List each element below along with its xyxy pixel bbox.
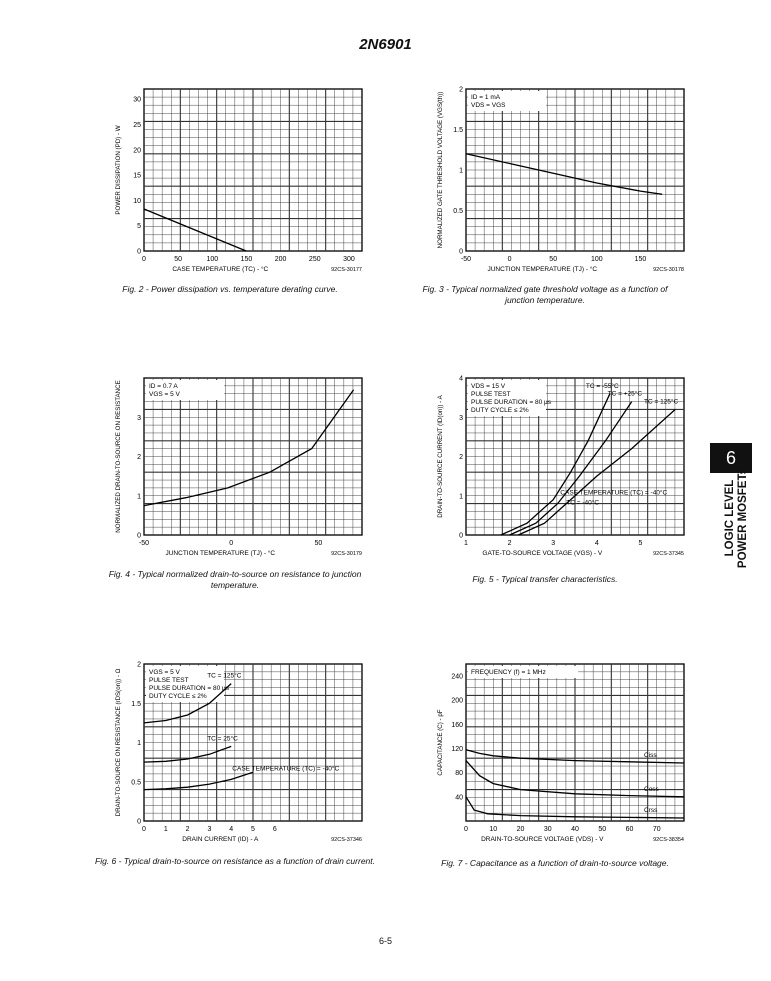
y-tick-label: 2 (459, 454, 463, 461)
annotation-text: PULSE DURATION = 80 μs (471, 399, 552, 406)
y-tick-label: 15 (133, 172, 141, 180)
x-tick-label: 50 (549, 256, 558, 263)
section-number: 6 (710, 443, 752, 473)
y-axis-label: POWER DISSIPATION (PD) - W (115, 125, 122, 215)
fig4-caption: Fig. 4 - Typical normalized drain-to-source on resistance to junction temperature. (108, 569, 362, 590)
x-tick-label: 10 (489, 826, 498, 833)
fig2-chart (100, 83, 370, 283)
y-tick-label: 5 (137, 223, 141, 231)
figure-code: 92CS-38354 (653, 837, 684, 843)
y-tick-label: 3 (137, 414, 141, 422)
x-tick-label: 6 (272, 826, 277, 833)
data-series-line (466, 154, 662, 195)
y-tick-label: 0 (459, 532, 463, 540)
x-tick-label: -50 (460, 256, 472, 263)
data-series-line (510, 402, 632, 535)
annotation-text: VGS = 5 V (149, 669, 180, 676)
y-tick-label: 2 (137, 454, 141, 461)
section-label-line2: POWER MOSFETs (737, 467, 749, 569)
x-tick-label: 20 (516, 826, 525, 833)
annotation-text: PULSE DURATION = 80 μs (149, 685, 230, 692)
y-tick-label: 0 (459, 248, 463, 256)
fig3-chart (422, 83, 692, 283)
page-number: 6-5 (378, 936, 392, 946)
data-series-line (144, 390, 354, 506)
x-tick-label: 300 (343, 256, 355, 263)
x-axis-label: JUNCTION TEMPERATURE (TJ) - °C (165, 550, 276, 557)
curve-label: TC = +25°C (607, 390, 643, 398)
annotation-text: PULSE TEST (471, 391, 511, 398)
x-tick-label: 2 (507, 540, 512, 547)
x-tick-label: 5 (638, 540, 643, 547)
y-tick-label: 40 (455, 794, 463, 802)
x-tick-label: 3 (207, 826, 212, 833)
data-series-line (144, 209, 246, 251)
y-axis-label: DRAIN-TO-SOURCE ON RESISTANCE (rDS(on)) - Ω (115, 668, 122, 817)
annotation-text: ID = 1 mA (471, 94, 501, 101)
y-tick-label: 0 (137, 532, 141, 540)
fig3-caption: Fig. 3 - Typical normalized gate threshold voltage as a function of junction temperature. (422, 284, 668, 305)
x-tick-label: 0 (142, 256, 146, 263)
x-tick-label: 0 (142, 826, 146, 833)
y-tick-label: 1.5 (453, 127, 463, 134)
curve-label: TC = -40°C (566, 499, 600, 507)
section-label-line1: LOGIC LEVEL (724, 479, 736, 557)
curve-label: Crss (644, 806, 658, 814)
y-tick-label: 1 (137, 740, 141, 747)
fig6-chart (100, 658, 370, 853)
fig6-caption: Fig. 6 - Typical drain-to-source on resistance as a function of drain current. (95, 856, 375, 866)
fig5-chart (422, 372, 692, 567)
data-series-line (144, 746, 231, 762)
x-tick-label: 100 (590, 256, 603, 263)
x-tick-label: 4 (594, 540, 599, 547)
curve-label: TC = 125°C (207, 672, 242, 680)
y-tick-label: 160 (451, 721, 463, 729)
annotation-text: DUTY CYCLE ≤ 2% (471, 407, 529, 414)
y-tick-label: 0 (137, 248, 141, 256)
x-tick-label: 30 (543, 826, 552, 833)
annotation-text: PULSE TEST (149, 677, 189, 684)
y-tick-label: 80 (455, 770, 463, 778)
x-tick-label: 250 (308, 256, 321, 263)
y-tick-label: 2 (459, 86, 463, 94)
x-tick-label: 100 (206, 256, 219, 263)
fig7-chart (422, 658, 692, 853)
section-label (724, 443, 764, 593)
curve-label: TC = 125°C (644, 398, 679, 406)
annotation-text: VDS = VGS (471, 102, 506, 109)
y-tick-label: 10 (133, 197, 141, 205)
x-tick-label: 0 (464, 826, 468, 833)
y-tick-label: 20 (133, 147, 141, 155)
y-tick-label: 0 (137, 818, 141, 826)
y-axis-label: NORMALIZED DRAIN-TO-SOURCE ON RESISTANCE (115, 380, 122, 533)
x-tick-label: 150 (240, 256, 253, 263)
x-tick-label: 50 (174, 256, 183, 263)
y-tick-label: 0.5 (131, 779, 141, 787)
x-tick-label: 0 (229, 540, 234, 547)
x-tick-label: 1 (464, 540, 468, 547)
y-tick-label: 1 (459, 493, 463, 501)
x-tick-label: 200 (274, 256, 287, 263)
figure-code: 92CS-30177 (331, 267, 362, 273)
annotation-text: FREQUENCY (f) = 1 MHz (471, 669, 546, 676)
fig4-chart (100, 372, 370, 567)
curve-label: Coss (644, 785, 659, 793)
x-axis-label: DRAIN CURRENT (ID) - A (182, 836, 259, 843)
annotation-text: VDS = 15 V (471, 383, 506, 390)
curve-label: CASE TEMPERATURE (TC) = -40°C (560, 489, 668, 497)
fig2-caption: Fig. 2 - Power dissipation vs. temperature derating curve. (122, 284, 338, 294)
y-tick-label: 30 (133, 96, 141, 104)
annotation-text: VGS = 5 V (149, 391, 180, 398)
fig7-caption: Fig. 7 - Capacitance as a function of drain-to-source voltage. (441, 858, 669, 868)
curve-label: TC = -55°C (585, 383, 619, 390)
y-tick-label: 1.5 (131, 700, 141, 708)
figure-code: 92CS-37345 (653, 551, 684, 557)
y-tick-label: 1 (459, 167, 463, 175)
annotation-text: DUTY CYCLE ≤ 2% (149, 693, 207, 700)
curve-label: CASE TEMPERATURE (TC) = -40°C (232, 765, 340, 773)
x-tick-label: 150 (634, 256, 647, 263)
y-tick-label: 3 (459, 414, 463, 422)
x-tick-label: 5 (251, 826, 255, 833)
figure-code: 92CS-30178 (653, 267, 684, 273)
x-tick-label: 3 (551, 540, 556, 547)
x-tick-label: 0 (507, 256, 512, 263)
y-tick-label: 200 (451, 697, 463, 705)
y-tick-label: 1 (137, 493, 141, 501)
x-tick-label: 50 (314, 540, 323, 547)
x-tick-label: 4 (229, 826, 234, 833)
curve-label: Ciss (644, 752, 657, 760)
curve-label: TC = 25°C (207, 735, 238, 743)
y-axis-label: NORMALIZED GATE THRESHOLD VOLTAGE (VGS(th)) (437, 91, 444, 249)
fig5-caption: Fig. 5 - Typical transfer characteristics. (472, 574, 618, 584)
figure-code: 92CS-37346 (331, 837, 362, 843)
x-tick-label: 70 (652, 826, 661, 833)
y-tick-label: 240 (451, 673, 463, 681)
y-tick-label: 25 (133, 121, 141, 129)
figure-code: 92CS-30179 (331, 551, 362, 557)
x-axis-label: JUNCTION TEMPERATURE (TJ) - °C (487, 266, 598, 273)
y-axis-label: DRAIN-TO-SOURCE CURRENT (ID(on)) - A (437, 395, 444, 518)
x-tick-label: 60 (625, 826, 634, 833)
y-tick-label: 2 (137, 661, 141, 669)
x-tick-label: 40 (571, 826, 579, 833)
x-tick-label: 2 (185, 826, 190, 833)
x-axis-label: DRAIN-TO-SOURCE VOLTAGE (VDS) - V (481, 836, 604, 843)
x-tick-label: 1 (163, 826, 168, 833)
y-tick-label: 0.5 (453, 208, 463, 215)
annotation-text: ID = 0.7 A (149, 383, 178, 390)
x-axis-label: GATE-TO-SOURCE VOLTAGE (VGS) - V (482, 550, 603, 557)
x-tick-label: 50 (598, 826, 607, 833)
y-tick-label: 4 (459, 375, 463, 383)
page-title: 2N6901 (359, 36, 412, 53)
y-tick-label: 120 (451, 746, 463, 754)
y-axis-label: CAPACITANCE (C) - pF (437, 709, 444, 776)
section-tab (710, 443, 752, 589)
x-axis-label: CASE TEMPERATURE (TC) - °C (172, 266, 269, 273)
x-tick-label: -50 (138, 540, 150, 547)
